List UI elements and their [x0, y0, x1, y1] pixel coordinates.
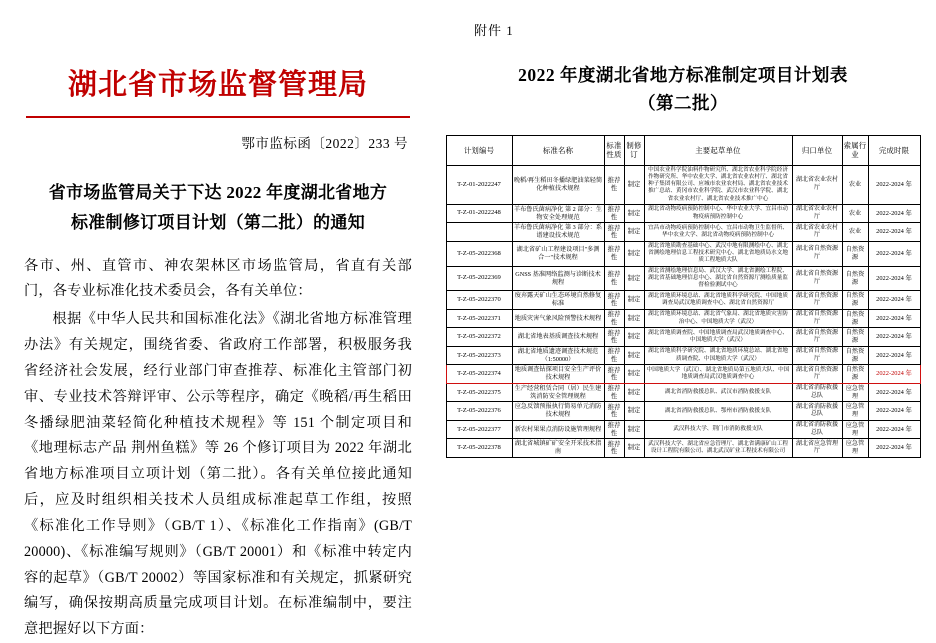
cell-drafting-units: 湖北省地质调查院、中国地质调查局武汉地质调查中心、中国地质大学（武汉） — [644, 328, 792, 347]
cell-standard-name: 应急反馈预报执行简易单元消防技术规程 — [512, 402, 604, 421]
table-row — [446, 346, 920, 365]
table-row — [446, 291, 920, 310]
cell-responsible-dept: 湖北省自然资源厅 — [792, 241, 842, 266]
cell-property: 推荐性 — [604, 309, 624, 328]
cell-standard-name: GNSS 基准网络监测与诊断技术规程 — [512, 266, 604, 291]
cell-industry: 应急管理 — [842, 439, 868, 458]
body-paragraph: 根据《中华人民共和国标准化法》《湖北省地方标准管理办法》有关规定，围绕省委、省政府工作部署，积极服务我省经济社会发展，经行业部门审查推荐、标准化主管部门初审、专业技术答辩评审、公示等程序，确定《晚稻/再生稻田冬播绿肥油菜轻简化种植技术规程》等 151 个制定项目和《地理标志产品 荆州鱼糕》等 26 个修订项目为 2022 年湖北省地方标准项目立项计划（第二批）。各有关单位接此通知后，应及时组织相关技术人员组成标准起草工作组，按照《标准化工作导则》（GB/T 1）、《标准化工作指南》(GB/T 20000)、《标准编写规则》（GB/T 20001）和《标准中转定内容的起草》（GB/T 20002）等国家标准和有关规定，抓紧研究编写，确保按期高质量完成项目计划。在标准编制中，要注意把握好以下方面： — [24, 307, 412, 643]
document-title-line2: 标准制修订项目计划（第二批）的通知 — [71, 213, 365, 232]
column-header-deadline: 完成时限 — [868, 136, 920, 166]
cell-deadline: 2022-2024 年 — [868, 402, 920, 421]
table-row — [446, 328, 920, 347]
column-header-standard-name: 标准名称 — [512, 136, 604, 166]
cell-plan-no: T-Z-05-2022371 — [446, 309, 512, 328]
cell-deadline: 2022-2024 年 — [868, 241, 920, 266]
cell-property: 推荐性 — [604, 439, 624, 458]
cell-revision-type: 制定 — [624, 223, 644, 242]
cell-revision-type: 制定 — [624, 439, 644, 458]
cell-revision-type: 制定 — [624, 346, 644, 365]
cell-industry: 农业 — [842, 223, 868, 242]
cell-industry: 应急管理 — [842, 402, 868, 421]
cell-responsible-dept: 湖北省自然资源厅 — [792, 266, 842, 291]
cell-revision-type: 制定 — [624, 266, 644, 291]
table-row — [446, 420, 920, 439]
cell-deadline: 2022-2024 年 — [868, 328, 920, 347]
table-row — [446, 402, 920, 421]
cell-responsible-dept: 湖北省应急管理厅 — [792, 439, 842, 458]
table-row — [446, 383, 920, 402]
cell-property: 推荐性 — [604, 420, 624, 439]
table-row — [446, 439, 920, 458]
column-header-industry: 索属行业 — [842, 136, 868, 166]
cell-plan-no: T-Z-05-2022375 — [446, 383, 512, 402]
column-header-property: 标准性质 — [604, 136, 624, 166]
cell-property: 推荐性 — [604, 291, 624, 310]
cell-responsible-dept: 湖北省农业农村厅 — [792, 204, 842, 223]
cell-property: 推荐性 — [604, 346, 624, 365]
table-title-line1: 2022 年度湖北省地方标准制定项目计划表 — [518, 65, 848, 85]
right-attachment-panel — [430, 0, 936, 614]
cell-plan-no: T-Z-05-2022376 — [446, 402, 512, 421]
table-row — [446, 309, 920, 328]
cell-responsible-dept: 湖北省自然资源厅 — [792, 309, 842, 328]
table-row — [446, 223, 920, 242]
table-header-row — [446, 136, 920, 166]
cell-deadline: 2022-2024 年 — [868, 365, 920, 384]
cell-drafting-units: 武汉科技大学、荆门市消防救援支队 — [644, 420, 792, 439]
cell-property: 推荐性 — [604, 383, 624, 402]
cell-plan-no: T-Z-05-2022373 — [446, 346, 512, 365]
cell-industry: 自然资源 — [842, 328, 868, 347]
cell-standard-name: 废弃露天矿山生态环境自然修复标准 — [512, 291, 604, 310]
cell-deadline: 2022-2024 年 — [868, 165, 920, 204]
cell-standard-name: 地质灾害气象风险预警技术规程 — [512, 309, 604, 328]
issuing-organization-title: 湖北省市场监督管理局 — [24, 62, 412, 103]
cell-industry: 农业 — [842, 204, 868, 223]
document-title — [24, 178, 412, 238]
cell-drafting-units: 中国农业科学院油料作物研究所、湖北省农业科学院经济作物研究所、华中农业大学、湖北省农业农村厅、湖北省种子集团有限公司、应城市农业农村局、湖北省农业技术推广总站、黄冈市农业科学院、武汉市农业科学院、湖北省农业农村厅、湖北省农业技术推广中心 — [644, 165, 792, 204]
cell-deadline: 2022-2024 年 — [868, 204, 920, 223]
cell-standard-name: 新农村果果点消防设施管理规程 — [512, 420, 604, 439]
cell-plan-no: T-Z-05-2022370 — [446, 291, 512, 310]
cell-deadline: 2022-2024 年 — [868, 420, 920, 439]
cell-industry: 自然资源 — [842, 365, 868, 384]
cell-industry: 自然资源 — [842, 241, 868, 266]
table-header — [446, 136, 920, 166]
table-row — [446, 241, 920, 266]
cell-property: 推荐性 — [604, 402, 624, 421]
cell-drafting-units: 湖北省地质环境总站、湖北省气象局、湖北省地质灾害防治中心、中国地质大学（武汉） — [644, 309, 792, 328]
cell-responsible-dept: 湖北省消防救援总队 — [792, 383, 842, 402]
cell-property: 推荐性 — [604, 241, 624, 266]
cell-plan-no: T-Z-05-2022378 — [446, 439, 512, 458]
cell-plan-no: T-Z-05-2022368 — [446, 241, 512, 266]
cell-drafting-units: 湖北省地质环境总站、湖北省地质科学研究院、中国地质调查局武汉地质调查中心、湖北省自然资源厅 — [644, 291, 792, 310]
body-paragraph: 各市、州、直管市、神农架林区市场监管局，省直有关部门，各专业标准化技术委员会，各有关单位： — [24, 254, 412, 306]
cell-drafting-units: 宜昌市动物疫病预防控制中心、宜昌市动物卫生监督所、华中农业大学、湖北省动物疫病预防控制中心 — [644, 223, 792, 242]
cell-standard-name: 羊布鲁氏菌病净化 第 2 部分：生物安全处理规范 — [512, 204, 604, 223]
cell-deadline: 2022-2024 年 — [868, 439, 920, 458]
table-title-line2: （第二批） — [442, 89, 924, 117]
cell-responsible-dept: 湖北省自然资源厅 — [792, 365, 842, 384]
left-document-panel — [0, 0, 430, 614]
cell-revision-type: 制定 — [624, 383, 644, 402]
cell-deadline: 2022-2024 年 — [868, 309, 920, 328]
cell-plan-no: T-Z-01-2022248 — [446, 204, 512, 223]
cell-revision-type: 制定 — [624, 241, 644, 266]
attachment-label: 附件 1 — [474, 20, 924, 39]
cell-industry: 农业 — [842, 165, 868, 204]
cell-standard-name: 湖北省矿山工程建设项目"多测合一"技术规程 — [512, 241, 604, 266]
cell-deadline: 2022-2024 年 — [868, 223, 920, 242]
table-title — [442, 61, 924, 117]
column-header-plan-no: 计划编号 — [446, 136, 512, 166]
cell-plan-no: T-Z-05-2022374 — [446, 365, 512, 384]
cell-deadline: 2022-2024 年 — [868, 266, 920, 291]
cell-drafting-units: 湖北省测绘地理信息局、武汉大学、湖北省测绘工程院、湖北省基础地理信息中心、湖北省自然资源厅测绘质量监督检验测试中心 — [644, 266, 792, 291]
column-header-responsible-dept: 归口单位 — [792, 136, 842, 166]
cell-drafting-units: 武汉科技大学、湖北省应急管理厅、湖北省满康矿山工程设计工程院有限公司、湖北武汉矿业工程技术有限公司 — [644, 439, 792, 458]
cell-deadline: 2022-2024 年 — [868, 383, 920, 402]
cell-drafting-units: 湖北省地质勘查基础中心、武汉中地有限测绘中心、湖北省测绘地理信息工程技术研究中心、湖北省地质局水文地质工程地质大队 — [644, 241, 792, 266]
column-header-revision-type: 制修订 — [624, 136, 644, 166]
cell-revision-type: 制定 — [624, 402, 644, 421]
table-row — [446, 266, 920, 291]
cell-industry: 应急管理 — [842, 420, 868, 439]
cell-property: 推荐性 — [604, 328, 624, 347]
cell-responsible-dept: 湖北省自然资源厅 — [792, 346, 842, 365]
table-body — [446, 165, 920, 457]
cell-industry: 自然资源 — [842, 309, 868, 328]
cell-standard-name: 地质调查钻探项目安全生产评价技术规程 — [512, 365, 604, 384]
cell-property: 推荐性 — [604, 223, 624, 242]
cell-deadline: 2022-2024 年 — [868, 291, 920, 310]
cell-responsible-dept: 湖北省自然资源厅 — [792, 291, 842, 310]
cell-drafting-units: 中国地质大学（武汉）、湖北省地质局第五地质大队、中国地质调查局武汉地质调查中心 — [644, 365, 792, 384]
cell-drafting-units: 湖北省地质科学研究院、湖北省地质环境总站、湖北省地质调查院、中国地质大学（武汉） — [644, 346, 792, 365]
column-header-drafting-units: 主要起草单位 — [644, 136, 792, 166]
cell-drafting-units: 湖北省动物疫病预防控制中心、华中农业大学、宜昌市动物疫病预防控制中心 — [644, 204, 792, 223]
cell-revision-type: 制定 — [624, 328, 644, 347]
cell-property: 推荐性 — [604, 266, 624, 291]
cell-deadline: 2022-2024 年 — [868, 346, 920, 365]
cell-plan-no: T-Z-05-2022369 — [446, 266, 512, 291]
cell-plan-no — [446, 223, 512, 242]
cell-industry: 应急管理 — [842, 383, 868, 402]
cell-property: 推荐性 — [604, 365, 624, 384]
cell-revision-type: 制定 — [624, 291, 644, 310]
cell-plan-no: T-Z-05-2022372 — [446, 328, 512, 347]
document-title-line1: 省市场监管局关于下达 2022 年度湖北省地方 — [49, 183, 387, 202]
cell-responsible-dept: 湖北省自然资源厅 — [792, 328, 842, 347]
cell-standard-name: 晚稻/再生稻田冬播绿肥油菜轻简化种植技术规程 — [512, 165, 604, 204]
cell-property: 推荐性 — [604, 204, 624, 223]
cell-drafting-units: 湖北省消防救援总队、鄂州市消防救援支队 — [644, 402, 792, 421]
cell-property: 推荐性 — [604, 165, 624, 204]
cell-industry: 自然资源 — [842, 291, 868, 310]
cell-revision-type: 制定 — [624, 165, 644, 204]
cell-standard-name: 湖北省地表基质调查技术规程 — [512, 328, 604, 347]
cell-revision-type: 制定 — [624, 420, 644, 439]
table-row — [446, 365, 920, 384]
cell-standard-name: 羊布鲁氏菌病净化 第 3 部分：系谱建设技术规范 — [512, 223, 604, 242]
cell-responsible-dept: 湖北省农业农村厅 — [792, 165, 842, 204]
cell-responsible-dept: 湖北省消防救援总队 — [792, 420, 842, 439]
cell-industry: 自然资源 — [842, 346, 868, 365]
cell-plan-no: T-Z-01-2022247 — [446, 165, 512, 204]
cell-standard-name: 湖北省地质遗迹调查技术规范（1:50000） — [512, 346, 604, 365]
cell-revision-type: 制定 — [624, 309, 644, 328]
cell-standard-name: 生产经营租赁合同（居）民生建筑消防安全管理规程 — [512, 383, 604, 402]
cell-standard-name: 湖北省城镇矿矿安全开采技术指南 — [512, 439, 604, 458]
red-divider-rule — [26, 116, 410, 118]
cell-revision-type: 制定 — [624, 365, 644, 384]
document-body — [24, 254, 412, 643]
cell-drafting-units: 湖北省消防救援总队、武汉市消防救援支队 — [644, 383, 792, 402]
project-plan-table — [446, 135, 921, 458]
cell-plan-no: T-Z-05-2022377 — [446, 420, 512, 439]
cell-industry: 自然资源 — [842, 266, 868, 291]
cell-responsible-dept: 湖北省消防救援总队 — [792, 402, 842, 421]
table-row — [446, 165, 920, 204]
document-number: 鄂市监标函〔2022〕233 号 — [24, 132, 412, 152]
cell-revision-type: 制定 — [624, 204, 644, 223]
cell-responsible-dept: 湖北省农业农村厅 — [792, 223, 842, 242]
table-row — [446, 204, 920, 223]
